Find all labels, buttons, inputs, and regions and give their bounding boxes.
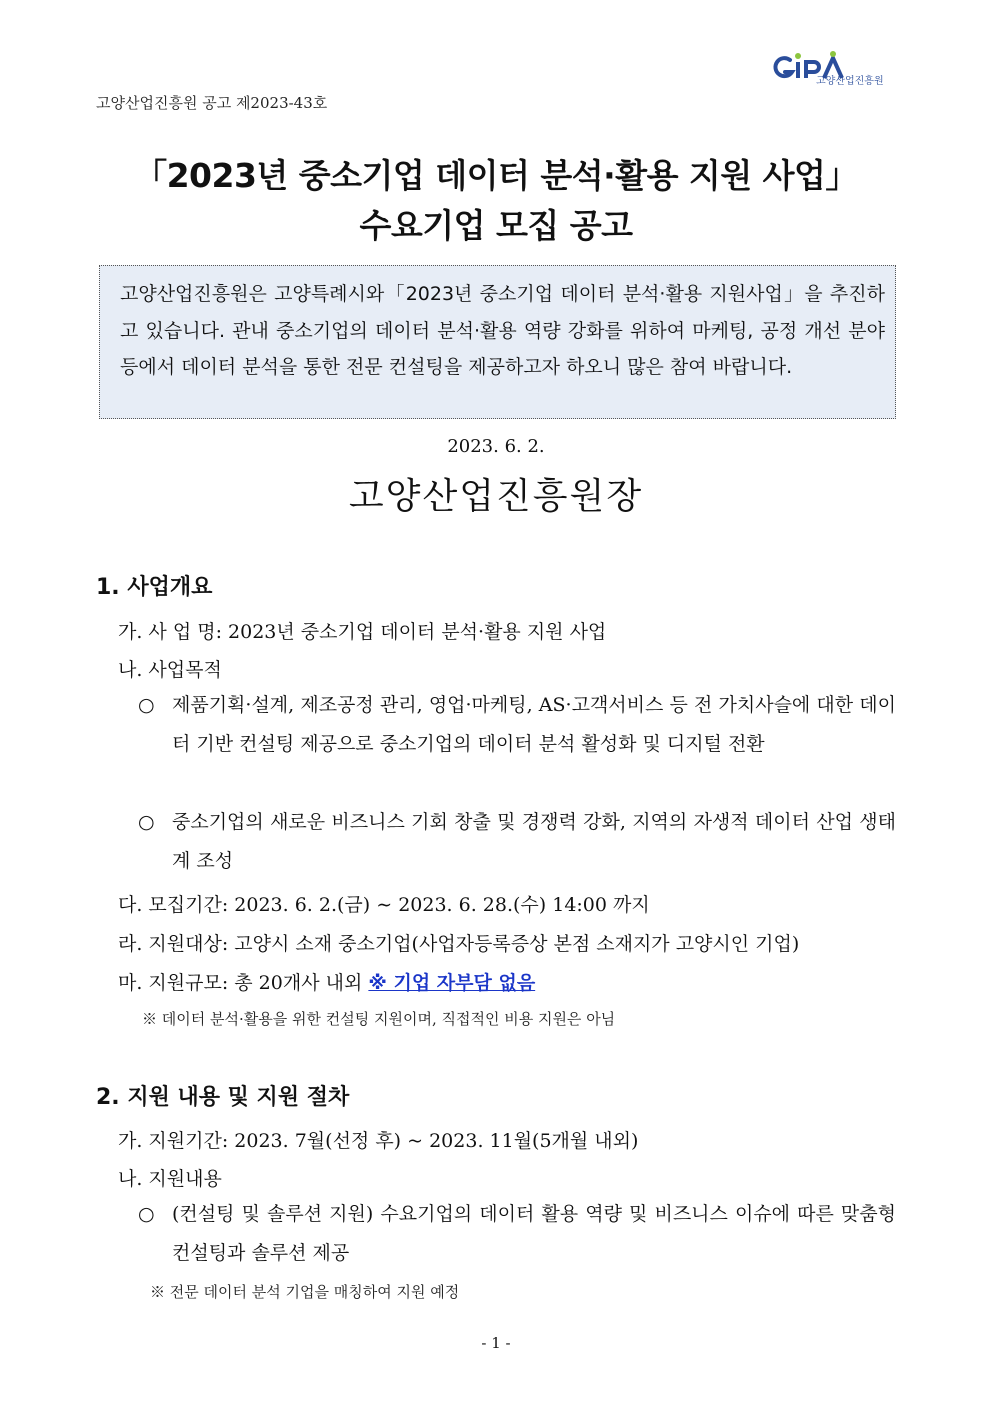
purpose-bullet-1-text: 제품기획·설계, 제조공정 관리, 영업·마케팅, AS·고객서비스 등 전 가치사슬에 대한 데이터 기반 컨설팅 제공으로 중소기업의 데이터 분석 활성화 및 디지털 전환 bbox=[172, 694, 896, 755]
section-2-note: ※ 전문 데이터 분석 기업을 매칭하여 지원 예정 bbox=[150, 1283, 460, 1301]
section-2-heading: 2. 지원 내용 및 지원 절차 bbox=[96, 1085, 350, 1110]
gipa-logo bbox=[772, 50, 902, 90]
section-2-item-b: 나. 지원내용 bbox=[118, 1168, 222, 1190]
section-1-item-b: 나. 사업목적 bbox=[118, 659, 222, 681]
circle-bullet-icon: ○ bbox=[138, 694, 155, 716]
page-number: - 1 - bbox=[481, 1334, 511, 1352]
support-bullet-text: (컨설팅 및 솔루션 지원) 수요기업의 데이터 활용 역량 및 비즈니스 이슈에 따른 맞춤형 컨설팅과 솔루션 제공 bbox=[172, 1203, 896, 1264]
support-bullet bbox=[138, 1195, 896, 1273]
support-scale-text: 마. 지원규모: 총 20개사 내외 bbox=[118, 972, 363, 994]
purpose-bullet-1 bbox=[138, 686, 896, 764]
notice-date: 2023. 6. 2. bbox=[447, 436, 545, 457]
section-2-item-a: 가. 지원기간: 2023. 7월(선정 후) ~ 2023. 11월(5개월 내외) bbox=[118, 1130, 639, 1152]
notice-number: 고양산업진흥원 공고 제2023-43호 bbox=[96, 94, 328, 112]
section-1-item-e bbox=[118, 968, 535, 995]
section-1-item-c: 다. 모집기간: 2023. 6. 2.(금) ∼ 2023. 6. 28.(수) 14:00 까지 bbox=[118, 894, 650, 916]
circle-bullet-icon: ○ bbox=[138, 1203, 155, 1225]
intro-box: 고양산업진흥원은 고양특례시와「2023년 중소기업 데이터 분석·활용 지원사업」을 추진하고 있습니다. 관내 중소기업의 데이터 분석·활용 역량 강화를 위하여 마케팅, 공정 개선 분야 등에서 데이터 분석을 통한 전문 컨설팅을 제공하고자 하오니 많은 참여 바랍니다. bbox=[99, 265, 896, 419]
section-1-note: ※ 데이터 분석·활용을 위한 컨설팅 지원이며, 직접적인 비용 지원은 아님 bbox=[142, 1010, 616, 1028]
purpose-bullet-2 bbox=[138, 803, 896, 881]
circle-bullet-icon: ○ bbox=[138, 811, 155, 833]
title-line-2: 수요기업 모집 공고 bbox=[359, 206, 633, 245]
section-1-heading: 1. 사업개요 bbox=[96, 575, 213, 600]
no-self-pay-link[interactable]: ※ 기업 자부담 없음 bbox=[368, 972, 536, 994]
section-1-item-a: 가. 사 업 명: 2023년 중소기업 데이터 분석·활용 지원 사업 bbox=[118, 621, 607, 643]
issuer-name: 고양산업진흥원장 bbox=[348, 476, 644, 517]
logo-org-name: 고양산업진흥원 bbox=[816, 76, 884, 87]
purpose-bullet-2-text: 중소기업의 새로운 비즈니스 기회 창출 및 경쟁력 강화, 지역의 자생적 데이터 산업 생태계 조성 bbox=[172, 811, 896, 872]
title-line-1: 「2023년 중소기업 데이터 분석·활용 지원 사업」 bbox=[134, 156, 858, 195]
section-1-item-d: 라. 지원대상: 고양시 소재 중소기업(사업자등록증상 본점 소재지가 고양시인 기업) bbox=[118, 933, 800, 955]
